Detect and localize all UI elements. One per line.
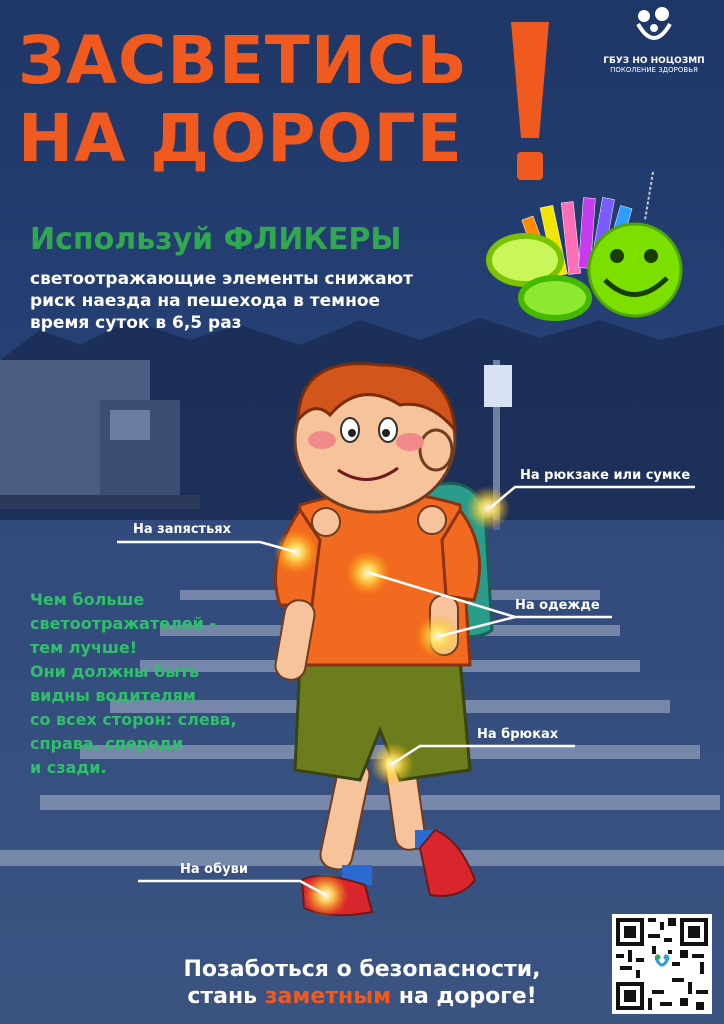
label-wrists: На запястьях xyxy=(133,522,232,537)
label-backpack: На рюкзаке или сумке xyxy=(520,468,691,483)
side-advice-line: справа, спереди xyxy=(30,734,184,753)
promo-heading-plain: Используй xyxy=(30,222,224,257)
side-advice-line: Они должны быть xyxy=(30,662,200,681)
side-advice-text xyxy=(30,588,270,780)
title-line-2: НА ДОРОГЕ xyxy=(18,100,463,177)
title-line-1: ЗАСВЕТИСЬ xyxy=(18,22,468,99)
slogan-accent: заметным xyxy=(264,984,392,1009)
promo-subtitle-line: время суток в 6,5 раз xyxy=(30,313,242,333)
label-shoes: На обуви xyxy=(180,862,248,877)
promo-subtitle-line: риск наезда на пешехода в темное xyxy=(30,291,381,311)
side-advice-line: светоотражателей - xyxy=(30,614,217,633)
qr-code-icon[interactable] xyxy=(612,914,712,1014)
side-advice-line: видны водителям xyxy=(30,686,196,705)
label-clothes: На одежде xyxy=(515,598,600,613)
side-advice-line: тем лучше! xyxy=(30,638,138,657)
side-advice-line: Чем больше xyxy=(30,590,145,609)
logo-org-name: ГБУЗ НО НОЦОЗМП xyxy=(603,56,705,66)
slogan-pre: стань xyxy=(187,984,265,1009)
promo-heading-accent: ФЛИКЕРЫ xyxy=(223,222,402,257)
promo-subtitle-line: светоотражающие элементы снижают xyxy=(30,269,414,289)
side-advice-line: со всех сторон: слева, xyxy=(30,710,237,729)
bottom-slogan-line-1: Позаботься о безопасности, xyxy=(183,957,541,982)
logo-tagline: ПОКОЛЕНИЕ ЗДОРОВЬЯ xyxy=(610,66,698,74)
label-pants: На брюках xyxy=(477,727,559,742)
side-advice-line: и сзади. xyxy=(30,758,107,777)
slogan-post: на дороге! xyxy=(391,984,537,1009)
